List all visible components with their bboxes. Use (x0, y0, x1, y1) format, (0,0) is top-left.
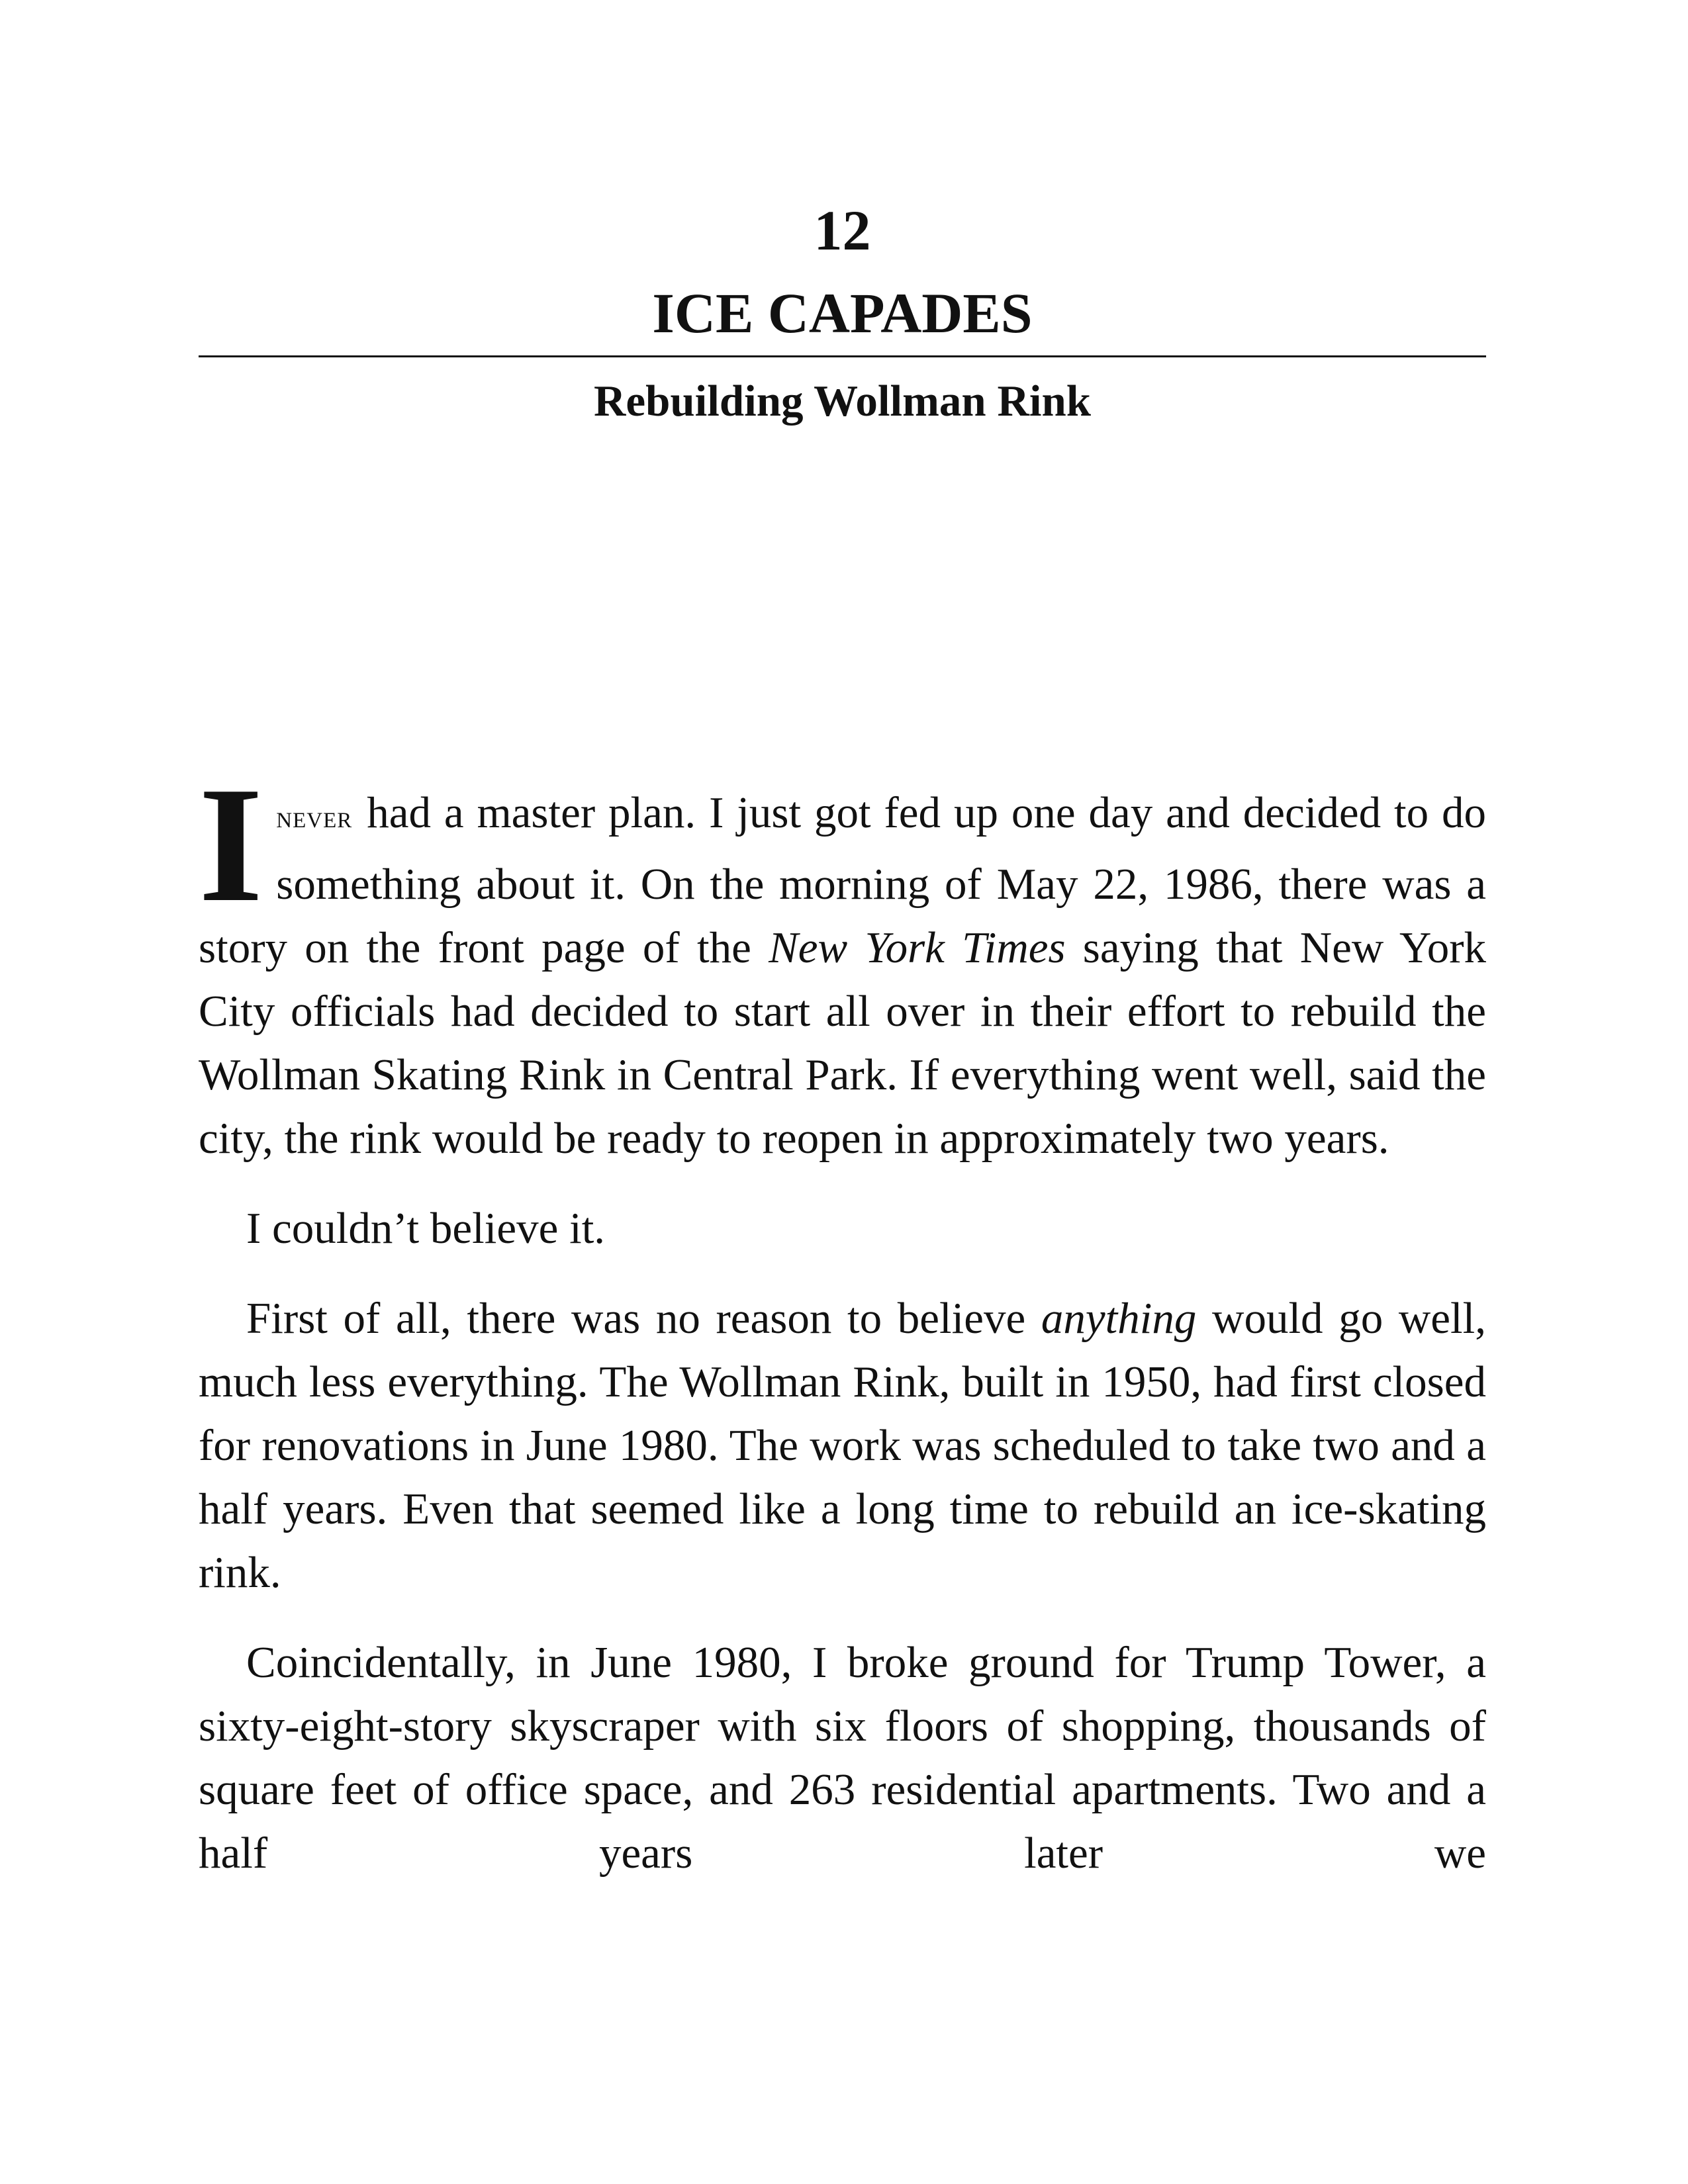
paragraph-3-text-b: would go well, much less everything. The Wollman Rink, built in 1950, had first closed for renovations in June 1980. The work was scheduled to take two and a half years. Even that seemed like a long time to rebuild an ice-skating rink. (199, 1294, 1486, 1597)
paragraph-2: I couldn’t believe it. (246, 1204, 606, 1253)
paragraph-1-text-b: saying that New York City officials had decided to start all over in their effort to rebuild the Wollman Skating Rink in Central Park. If everything went well, said the city, the rink would be ready to reopen in approximately two years. (199, 923, 1487, 1163)
paragraph-3 (199, 1287, 1486, 1604)
chapter-subtitle: Rebuilding Wollman Rink (594, 377, 1091, 426)
small-caps-word: NEVER (276, 809, 353, 833)
paragraph-3-italic: anything (1041, 1294, 1197, 1343)
drop-cap: I (199, 753, 263, 936)
chapter-title: ICE CAPADES (652, 281, 1033, 345)
paragraph-1 (199, 753, 1487, 1170)
paragraph-4: Coincidentally, in June 1980, I broke ground for Trump Tower, a sixty-eight-story skyscraper with six floors of shopping, thousands of square feet of office space, and 263 residential apartments. Two and a half years later we (199, 1638, 1486, 1878)
title-divider (199, 355, 1486, 357)
book-page (199, 0, 1486, 2184)
paragraph-1-italic: New York Times (769, 923, 1066, 972)
paragraph-1-text-a: had a master plan. I just got fed up one day and decided to do something about it. On the morning of May 22, 1986, there was a story on the front page of the (199, 788, 1486, 972)
paragraph-3-text-a: First of all, there was no reason to believe (246, 1294, 1041, 1343)
chapter-number: 12 (814, 199, 871, 262)
chapter-body (199, 753, 1487, 1911)
